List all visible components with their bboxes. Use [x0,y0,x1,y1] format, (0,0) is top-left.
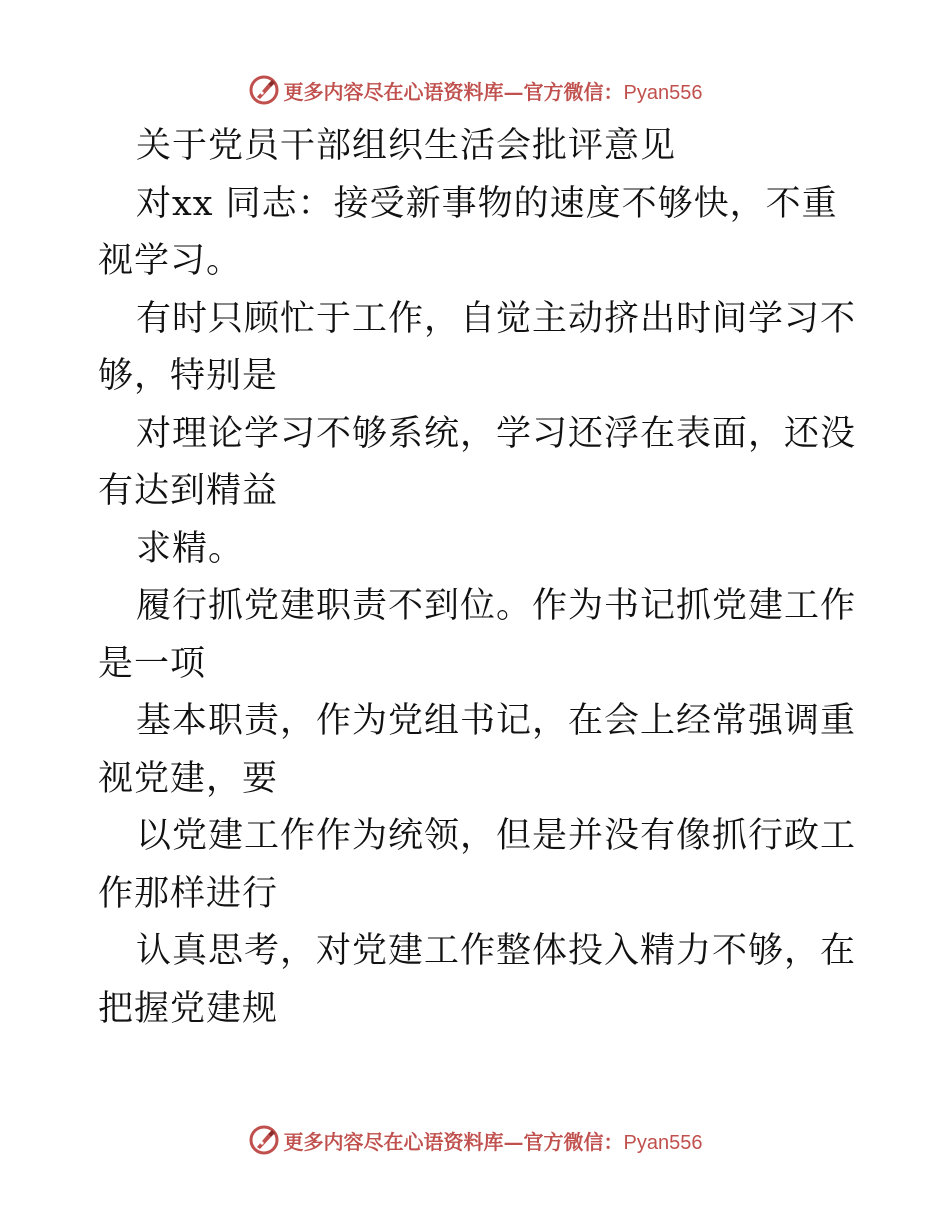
watermark-account: Pyan556 [623,81,703,104]
document-title: 关于党员干部组织生活会批评意见 [136,126,677,166]
paragraph: 认真思考，对党建工作整体投入精力不够，在把握党建规 [98,931,857,1029]
footer-watermark [0,1120,950,1160]
watermark-account: Pyan556 [623,1131,703,1154]
paragraph: 对理论学习不够系统，学习还浮在表面，还没有达到精益 [98,413,857,511]
pen-nib-logo-icon [248,1124,280,1156]
paragraph: 求精。 [136,528,245,569]
paragraph: 有时只顾忙于工作，自觉主动挤出时间学习不够，特别是 [98,298,857,396]
document-body [98,118,858,1038]
paragraph: 对xx 同志：接受新事物的速度不够快，不重视学习。 [98,183,838,281]
header-watermark [0,70,950,110]
paragraph: 基本职责，作为党组书记，在会上经常强调重视党建，要 [98,701,857,799]
watermark-text-cn: 更多内容尽在心语资料库—官方微信： [283,79,624,104]
pen-nib-logo-icon [248,74,280,106]
paragraph: 以党建工作作为统领，但是并没有像抓行政工作那样进行 [98,816,857,914]
watermark-text [284,1126,703,1155]
watermark-text [284,76,703,105]
paragraph: 履行抓党建职责不到位。作为书记抓党建工作是一项 [98,586,857,684]
watermark-text-cn: 更多内容尽在心语资料库—官方微信： [283,1129,624,1154]
